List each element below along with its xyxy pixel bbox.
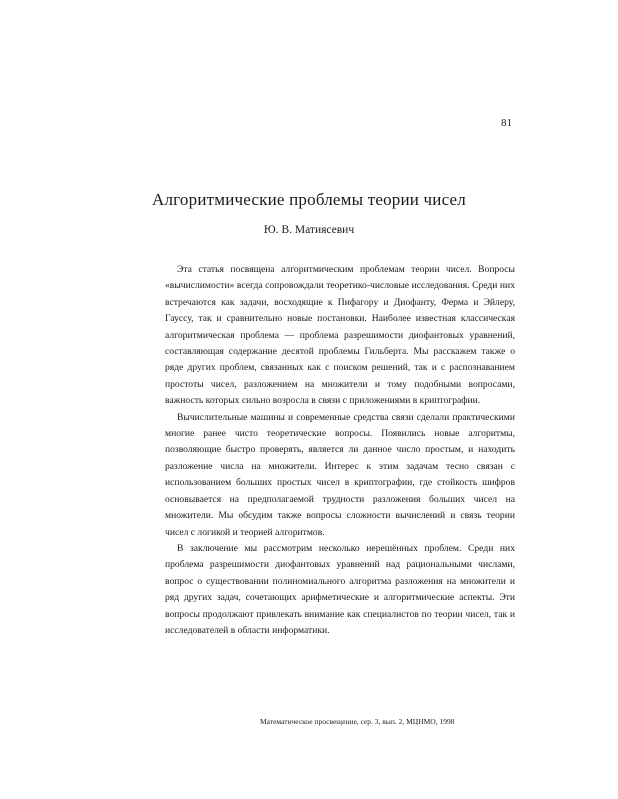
page-number: 81 (501, 117, 512, 129)
paragraph-2: Вычислительные машины и современные средства связи сделали практическими многие ранее чисто теоретические вопросы. Появились новые алгоритмы, позволяющие быстро проверять, является ли данное число простым, и находить разложение числа на множители. Интерес к этим задачам тесно связан с использованием больших простых чисел в криптографии, где стойкость шифров основывается на предполагаемой трудности разложения больших чисел на множители. Мы обсудим также вопросы сложности вычислений и связь теории чисел с логикой и теорией алгоритмов. (165, 411, 515, 538)
article-title: Алгоритмические проблемы теории чисел (152, 190, 466, 209)
page-footer: Математическое просвещение, сер. 3, вып. 2, МЦНМО, 1998 (260, 717, 455, 726)
paragraph-3: В заключение мы рассмотрим несколько нерешённых проблем. Среди них проблема разрешимости диофантовых уравнений над рациональными числами, вопрос о существовании полиномиального алгоритма разложения на множители и ряд других задач, сочетающих арифметические и алгоритмические аспекты. Эти вопросы продолжают привлекать внимание как специалистов по теории чисел, так и исследователей в области информатики. (165, 542, 515, 636)
article-author: Ю. В. Матиясевич (263, 224, 355, 236)
paragraph-1: Эта статья посвящена алгоритмическим проблемам теории чисел. Вопросы «вычислимости» всегда сопровождали теоретико-числовые исследования. Среди них встречаются как задачи, восходящие к Пифагору и Диофанту, Ферма и Эйлеру, Гауссу, так и сравнительно новые постановки. Наиболее известная классическая алгоритмическая проблема — проблема разрешимости диофантовых уравнений, составляющая содержание десятой проблемы Гильберта. Мы расскажем также о ряде других проблем, связанных как с поиском решений, так и с распознаванием простоты чисел, разложением на множители и тому подобными вопросами, важность которых сильно возросла в связи с приложениями в криптографии. (165, 264, 515, 407)
article-body (165, 262, 515, 639)
